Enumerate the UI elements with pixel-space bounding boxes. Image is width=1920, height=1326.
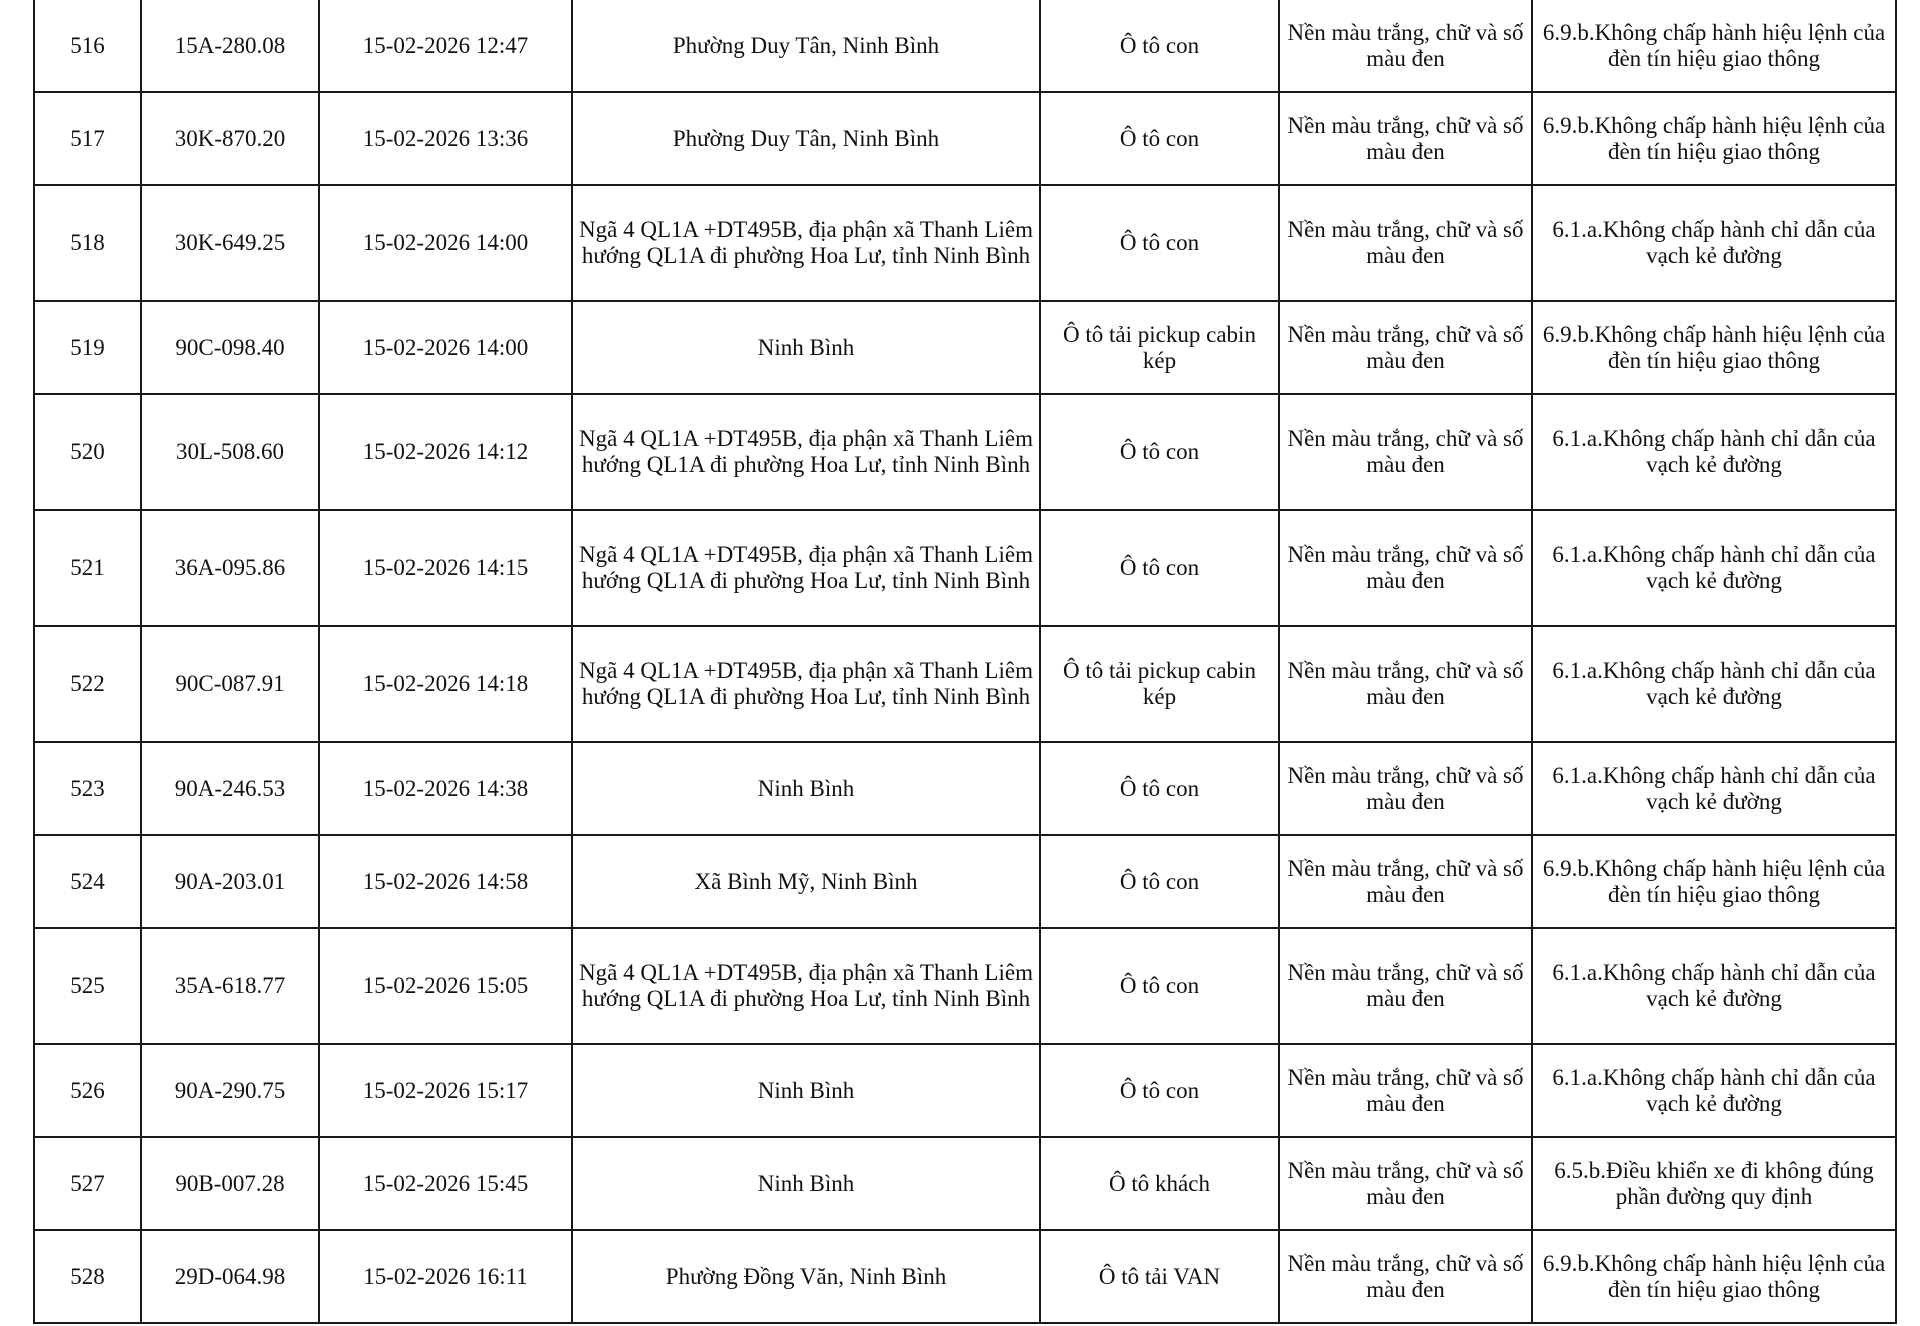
violation-place-cell: Ninh Bình <box>572 1137 1040 1230</box>
table-row <box>34 928 1896 1044</box>
row-number-cell: 522 <box>34 626 141 742</box>
violation-time-cell: 15-02-2026 12:47 <box>319 0 572 92</box>
table-row <box>34 301 1896 394</box>
license-plate-cell: 90C-087.91 <box>141 626 319 742</box>
table-body <box>34 0 1896 1323</box>
violation-description-cell: 6.1.a.Không chấp hành chỉ dẫn của vạch kẻ đường <box>1532 185 1896 301</box>
license-plate-cell: 30K-870.20 <box>141 92 319 185</box>
vehicle-type-cell: Ô tô con <box>1040 835 1279 928</box>
violation-time-cell: 15-02-2026 15:05 <box>319 928 572 1044</box>
violation-description-cell: 6.9.b.Không chấp hành hiệu lệnh của đèn tín hiệu giao thông <box>1532 301 1896 394</box>
plate-color-cell: Nền màu trắng, chữ và số màu đen <box>1279 92 1532 185</box>
violation-time-cell: 15-02-2026 14:00 <box>319 301 572 394</box>
violation-place-cell: Ngã 4 QL1A +DT495B, địa phận xã Thanh Liêm hướng QL1A đi phường Hoa Lư, tỉnh Ninh Bình <box>572 510 1040 626</box>
violation-time-cell: 15-02-2026 14:12 <box>319 394 572 510</box>
table-row <box>34 626 1896 742</box>
plate-color-cell: Nền màu trắng, chữ và số màu đen <box>1279 394 1532 510</box>
table-row <box>34 0 1896 92</box>
license-plate-cell: 90C-098.40 <box>141 301 319 394</box>
plate-color-cell: Nền màu trắng, chữ và số màu đen <box>1279 510 1532 626</box>
row-number-cell: 521 <box>34 510 141 626</box>
violation-place-cell: Ninh Bình <box>572 1044 1040 1137</box>
plate-color-cell: Nền màu trắng, chữ và số màu đen <box>1279 301 1532 394</box>
license-plate-cell: 90A-290.75 <box>141 1044 319 1137</box>
violation-time-cell: 15-02-2026 16:11 <box>319 1230 572 1323</box>
violation-description-cell: 6.9.b.Không chấp hành hiệu lệnh của đèn tín hiệu giao thông <box>1532 92 1896 185</box>
row-number-cell: 519 <box>34 301 141 394</box>
vehicle-type-cell: Ô tô con <box>1040 1044 1279 1137</box>
vehicle-type-cell: Ô tô con <box>1040 394 1279 510</box>
violation-place-cell: Ngã 4 QL1A +DT495B, địa phận xã Thanh Liêm hướng QL1A đi phường Hoa Lư, tỉnh Ninh Bình <box>572 394 1040 510</box>
license-plate-cell: 30L-508.60 <box>141 394 319 510</box>
violation-time-cell: 15-02-2026 14:15 <box>319 510 572 626</box>
table-row <box>34 92 1896 185</box>
row-number-cell: 525 <box>34 928 141 1044</box>
violation-place-cell: Ngã 4 QL1A +DT495B, địa phận xã Thanh Liêm hướng QL1A đi phường Hoa Lư, tỉnh Ninh Bình <box>572 626 1040 742</box>
license-plate-cell: 90A-246.53 <box>141 742 319 835</box>
plate-color-cell: Nền màu trắng, chữ và số màu đen <box>1279 1137 1532 1230</box>
license-plate-cell: 36A-095.86 <box>141 510 319 626</box>
violation-place-cell: Xã Bình Mỹ, Ninh Bình <box>572 835 1040 928</box>
vehicle-type-cell: Ô tô tải pickup cabin kép <box>1040 301 1279 394</box>
table-row <box>34 510 1896 626</box>
violation-description-cell: 6.9.b.Không chấp hành hiệu lệnh của đèn tín hiệu giao thông <box>1532 1230 1896 1323</box>
vehicle-type-cell: Ô tô con <box>1040 185 1279 301</box>
vehicle-type-cell: Ô tô con <box>1040 742 1279 835</box>
violation-time-cell: 15-02-2026 14:18 <box>319 626 572 742</box>
row-number-cell: 523 <box>34 742 141 835</box>
violation-place-cell: Phường Duy Tân, Ninh Bình <box>572 0 1040 92</box>
license-plate-cell: 35A-618.77 <box>141 928 319 1044</box>
violation-description-cell: 6.5.b.Điều khiển xe đi không đúng phần đường quy định <box>1532 1137 1896 1230</box>
violation-time-cell: 15-02-2026 14:38 <box>319 742 572 835</box>
row-number-cell: 524 <box>34 835 141 928</box>
license-plate-cell: 15A-280.08 <box>141 0 319 92</box>
violation-place-cell: Ngã 4 QL1A +DT495B, địa phận xã Thanh Liêm hướng QL1A đi phường Hoa Lư, tỉnh Ninh Bình <box>572 928 1040 1044</box>
vehicle-type-cell: Ô tô con <box>1040 510 1279 626</box>
plate-color-cell: Nền màu trắng, chữ và số màu đen <box>1279 835 1532 928</box>
plate-color-cell: Nền màu trắng, chữ và số màu đen <box>1279 185 1532 301</box>
violation-description-cell: 6.9.b.Không chấp hành hiệu lệnh của đèn tín hiệu giao thông <box>1532 0 1896 92</box>
violation-place-cell: Ninh Bình <box>572 742 1040 835</box>
row-number-cell: 520 <box>34 394 141 510</box>
vehicle-type-cell: Ô tô khách <box>1040 1137 1279 1230</box>
vehicle-type-cell: Ô tô con <box>1040 92 1279 185</box>
plate-color-cell: Nền màu trắng, chữ và số màu đen <box>1279 742 1532 835</box>
table-row <box>34 742 1896 835</box>
plate-color-cell: Nền màu trắng, chữ và số màu đen <box>1279 626 1532 742</box>
violation-time-cell: 15-02-2026 13:36 <box>319 92 572 185</box>
violation-time-cell: 15-02-2026 14:00 <box>319 185 572 301</box>
license-plate-cell: 90B-007.28 <box>141 1137 319 1230</box>
table-row <box>34 1230 1896 1323</box>
violation-description-cell: 6.1.a.Không chấp hành chỉ dẫn của vạch kẻ đường <box>1532 742 1896 835</box>
vehicle-type-cell: Ô tô tải pickup cabin kép <box>1040 626 1279 742</box>
table-row <box>34 1044 1896 1137</box>
vehicle-type-cell: Ô tô tải VAN <box>1040 1230 1279 1323</box>
license-plate-cell: 90A-203.01 <box>141 835 319 928</box>
row-number-cell: 528 <box>34 1230 141 1323</box>
plate-color-cell: Nền màu trắng, chữ và số màu đen <box>1279 1044 1532 1137</box>
license-plate-cell: 29D-064.98 <box>141 1230 319 1323</box>
table-row <box>34 835 1896 928</box>
violation-place-cell: Phường Duy Tân, Ninh Bình <box>572 92 1040 185</box>
violation-description-cell: 6.9.b.Không chấp hành hiệu lệnh của đèn tín hiệu giao thông <box>1532 835 1896 928</box>
row-number-cell: 527 <box>34 1137 141 1230</box>
violations-table <box>33 0 1897 1324</box>
vehicle-type-cell: Ô tô con <box>1040 0 1279 92</box>
table-row <box>34 185 1896 301</box>
vehicle-type-cell: Ô tô con <box>1040 928 1279 1044</box>
violation-description-cell: 6.1.a.Không chấp hành chỉ dẫn của vạch kẻ đường <box>1532 626 1896 742</box>
plate-color-cell: Nền màu trắng, chữ và số màu đen <box>1279 928 1532 1044</box>
violation-description-cell: 6.1.a.Không chấp hành chỉ dẫn của vạch kẻ đường <box>1532 928 1896 1044</box>
violation-description-cell: 6.1.a.Không chấp hành chỉ dẫn của vạch kẻ đường <box>1532 1044 1896 1137</box>
violation-place-cell: Phường Đồng Văn, Ninh Bình <box>572 1230 1040 1323</box>
violation-description-cell: 6.1.a.Không chấp hành chỉ dẫn của vạch kẻ đường <box>1532 394 1896 510</box>
violation-place-cell: Ninh Bình <box>572 301 1040 394</box>
violation-time-cell: 15-02-2026 14:58 <box>319 835 572 928</box>
table-row <box>34 1137 1896 1230</box>
violation-place-cell: Ngã 4 QL1A +DT495B, địa phận xã Thanh Liêm hướng QL1A đi phường Hoa Lư, tỉnh Ninh Bình <box>572 185 1040 301</box>
violation-time-cell: 15-02-2026 15:17 <box>319 1044 572 1137</box>
table-row <box>34 394 1896 510</box>
row-number-cell: 526 <box>34 1044 141 1137</box>
violation-time-cell: 15-02-2026 15:45 <box>319 1137 572 1230</box>
plate-color-cell: Nền màu trắng, chữ và số màu đen <box>1279 1230 1532 1323</box>
violation-description-cell: 6.1.a.Không chấp hành chỉ dẫn của vạch kẻ đường <box>1532 510 1896 626</box>
plate-color-cell: Nền màu trắng, chữ và số màu đen <box>1279 0 1532 92</box>
row-number-cell: 518 <box>34 185 141 301</box>
row-number-cell: 516 <box>34 0 141 92</box>
row-number-cell: 517 <box>34 92 141 185</box>
license-plate-cell: 30K-649.25 <box>141 185 319 301</box>
